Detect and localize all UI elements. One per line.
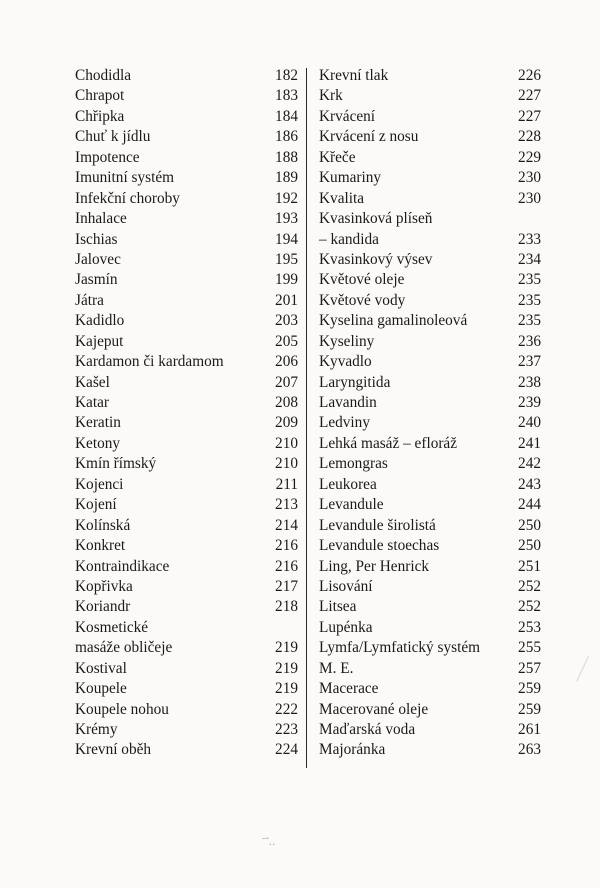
- index-page-number: 209: [275, 414, 298, 432]
- index-term: Kardamon či kardamom: [75, 353, 224, 371]
- index-page-number: 205: [275, 332, 298, 350]
- index-page-number: 241: [518, 434, 541, 452]
- index-page-number: 194: [275, 230, 298, 248]
- index-term: Kyseliny: [319, 332, 375, 350]
- index-entry: [319, 454, 541, 474]
- index-term: Kvalita: [319, 189, 365, 207]
- index-page-number: 226: [518, 67, 541, 84]
- index-page-number: 252: [518, 598, 541, 616]
- index-page-number: 235: [518, 271, 541, 289]
- index-term: Leukorea: [319, 475, 377, 493]
- index-term: Krvácení: [319, 107, 376, 125]
- index-page-number: 213: [275, 496, 298, 514]
- index-entry: [75, 577, 298, 597]
- index-page-number: 252: [518, 577, 541, 595]
- index-page-number: 195: [275, 250, 298, 268]
- index-page-number: 201: [275, 291, 298, 309]
- index-entry: [75, 495, 298, 515]
- index-entry: [319, 495, 541, 515]
- index-term: Kajeput: [75, 332, 124, 350]
- index-entry: [319, 700, 541, 720]
- index-term: Kyselina gamalinoleová: [319, 312, 468, 330]
- index-term: Litsea: [319, 598, 357, 616]
- index-term: Maďarská voda: [319, 721, 416, 738]
- index-term: Krevní tlak: [319, 67, 389, 84]
- index-entry: [319, 434, 541, 454]
- index-entry: [75, 679, 298, 699]
- index-entry: [75, 638, 298, 658]
- index-entry: [319, 270, 541, 290]
- index-entry: [75, 659, 298, 679]
- index-term: Levandule stoechas: [319, 537, 440, 555]
- index-page-number: 192: [275, 189, 298, 207]
- index-entry: [319, 107, 541, 127]
- index-entry: [75, 454, 298, 474]
- index-term: Chuť k jídlu: [75, 128, 151, 146]
- index-entry: [75, 66, 298, 86]
- index-page-number: 208: [275, 394, 298, 411]
- index-term: Koriandr: [75, 598, 131, 616]
- index-term: Kadidlo: [75, 312, 125, 330]
- index-term: Levandule širolistá: [319, 516, 436, 534]
- index-page-number: 182: [275, 67, 298, 84]
- index-page-number: 227: [518, 107, 541, 125]
- index-term: Játra: [75, 291, 104, 309]
- index-entry: [319, 659, 541, 679]
- index-page-number: 251: [518, 557, 541, 575]
- index-page-number: 216: [275, 557, 298, 575]
- index-entry: [319, 516, 541, 536]
- index-page-number: 259: [518, 680, 541, 698]
- index-page-number: 229: [518, 148, 541, 166]
- index-term: Kvasinková plíseň: [319, 210, 433, 228]
- index-term: Imunitní systém: [75, 169, 175, 187]
- index-entry: [75, 373, 298, 393]
- index-page-number: 183: [275, 87, 298, 105]
- index-page-number: 186: [275, 128, 298, 146]
- index-entry: [319, 352, 541, 372]
- index-term: Kolínská: [75, 516, 131, 534]
- index-page-number: 239: [518, 394, 541, 411]
- index-entry: [319, 618, 541, 638]
- index-page-number: 227: [518, 87, 541, 105]
- index-page-number: 210: [275, 455, 298, 473]
- index-entry: [319, 475, 541, 495]
- index-entry: [319, 638, 541, 658]
- index-entry: [319, 291, 541, 311]
- index-term: M. E.: [319, 659, 354, 677]
- index-page-number: 257: [518, 659, 541, 677]
- index-term: Kmín římský: [75, 455, 157, 473]
- index-term: Koupele: [75, 680, 127, 698]
- index-entry: [75, 86, 298, 106]
- index-term: Kyvadlo: [319, 353, 372, 371]
- index-entry: [75, 516, 298, 536]
- index-entry: [319, 393, 541, 413]
- index-term: Květové vody: [319, 291, 406, 309]
- index-entry: [319, 373, 541, 393]
- index-term: Lavandin: [319, 394, 377, 411]
- index-entry: [75, 332, 298, 352]
- index-term: Jasmín: [75, 271, 118, 289]
- index-entry: [319, 597, 541, 617]
- index-entry: [75, 557, 298, 577]
- index-page-number: 203: [275, 312, 298, 330]
- index-term: Macerace: [319, 680, 379, 698]
- index-term: Lupénka: [319, 618, 373, 636]
- index-page-number: 243: [518, 475, 541, 493]
- index-entry: [75, 700, 298, 720]
- index-term: Koupele nohou: [75, 700, 169, 718]
- index-page-number: 230: [518, 169, 541, 187]
- index-page-number: 250: [518, 516, 541, 534]
- index-term: Chodidla: [75, 67, 132, 84]
- ink-smudge: ˜ˇ‥: [262, 837, 276, 848]
- index-term: Kvasinkový výsev: [319, 250, 433, 268]
- index-term: Lymfa/Lymfatický systém: [319, 639, 481, 657]
- index-term: Květové oleje: [319, 271, 405, 289]
- index-page-number: 184: [275, 107, 298, 125]
- index-term: Jalovec: [75, 250, 121, 268]
- index-page-number: 207: [275, 373, 298, 391]
- index-term: Kumariny: [319, 169, 382, 187]
- index-page-number: 188: [275, 148, 298, 166]
- index-entry: [75, 720, 298, 740]
- index-entry: [75, 291, 298, 311]
- index-entry: [75, 250, 298, 270]
- index-entry: [319, 720, 541, 740]
- index-term: Lehká masáž – efloráž: [319, 434, 458, 452]
- index-page-number: 236: [518, 332, 541, 350]
- index-page-number: 255: [518, 639, 541, 657]
- index-term: Krvácení z nosu: [319, 128, 419, 146]
- index-entry: [319, 230, 541, 250]
- index-term: Krémy: [75, 721, 118, 738]
- index-page-number: 219: [275, 639, 298, 657]
- index-page-number: 240: [518, 414, 541, 432]
- index-entry: [319, 332, 541, 352]
- index-term: Chrapot: [75, 87, 125, 105]
- index-term: Kašel: [75, 373, 110, 391]
- index-entry: [75, 311, 298, 331]
- index-entry: [75, 189, 298, 209]
- index-page-number: 250: [518, 537, 541, 555]
- index-page-number: 235: [518, 291, 541, 309]
- index-entry: [319, 86, 541, 106]
- index-term: Kopřivka: [75, 577, 133, 595]
- index-entry: [75, 230, 298, 250]
- index-page-number: 230: [518, 189, 541, 207]
- index-term: Inhalace: [75, 210, 127, 228]
- index-page-number: 219: [275, 659, 298, 677]
- index-page-number: 193: [275, 210, 298, 228]
- index-entry: [75, 475, 298, 495]
- index-entry: [319, 148, 541, 168]
- index-page-number: 218: [275, 598, 298, 616]
- index-entry: [75, 148, 298, 168]
- index-entry: [75, 413, 298, 433]
- index-term: Ledviny: [319, 414, 370, 432]
- index-entry: [75, 127, 298, 147]
- index-page-number: 233: [518, 230, 541, 248]
- index-page-number: 217: [275, 577, 298, 595]
- index-entry: [319, 127, 541, 147]
- index-entry: [75, 393, 298, 413]
- index-entry: [75, 597, 298, 617]
- index-page-number: 238: [518, 373, 541, 391]
- paper-mark: [576, 656, 589, 682]
- index-term: Katar: [75, 394, 109, 411]
- index-term: Krk: [319, 87, 343, 105]
- index-column-right: [319, 66, 541, 761]
- index-term: – kandida: [319, 230, 379, 248]
- index-entry: [75, 434, 298, 454]
- index-entry: [319, 250, 541, 270]
- index-term: Impotence: [75, 148, 140, 166]
- index-entry: [75, 536, 298, 556]
- index-term: Konkret: [75, 537, 126, 555]
- index-term: Macerované oleje: [319, 700, 429, 718]
- index-page-number: 237: [518, 353, 541, 371]
- index-page-number: 224: [275, 741, 298, 759]
- index-entry: [319, 740, 541, 760]
- index-entry: [319, 679, 541, 699]
- index-page-number: 263: [518, 741, 541, 759]
- index-term: Ketony: [75, 434, 121, 452]
- index-term: Kontraindikace: [75, 557, 170, 575]
- index-entry: [75, 107, 298, 127]
- index-page-number: 219: [275, 680, 298, 698]
- index-term: Kojenci: [75, 475, 124, 493]
- index-entry: [319, 189, 541, 209]
- index-entry: [75, 352, 298, 372]
- index-entry: [75, 618, 298, 638]
- index-entry: [319, 557, 541, 577]
- index-term: Krevní oběh: [75, 741, 152, 759]
- index-page-number: 211: [275, 475, 298, 493]
- index-entry: [75, 740, 298, 760]
- column-divider: [306, 68, 307, 768]
- index-page-number: 199: [275, 271, 298, 289]
- index-term: Infekční choroby: [75, 189, 180, 207]
- index-term: Kostival: [75, 659, 127, 677]
- index-page-number: 189: [275, 169, 298, 187]
- index-term: Lisování: [319, 577, 373, 595]
- index-term: Křeče: [319, 148, 356, 166]
- index-entry: [319, 311, 541, 331]
- index-entry: [75, 209, 298, 229]
- index-entry: [319, 168, 541, 188]
- index-column-left: [75, 66, 298, 761]
- index-page-number: 235: [518, 312, 541, 330]
- index-page-number: 261: [518, 721, 541, 738]
- index-page-number: 242: [518, 455, 541, 473]
- index-entry: [319, 66, 541, 86]
- index-term: Lemongras: [319, 455, 388, 473]
- index-page-number: 234: [518, 250, 541, 268]
- index-term: Kosmetické: [75, 618, 149, 636]
- index-term: Chřipka: [75, 107, 125, 125]
- index-term: Kojení: [75, 496, 117, 514]
- index-page-number: 259: [518, 700, 541, 718]
- index-page-number: 206: [275, 353, 298, 371]
- index-page-number: 253: [518, 618, 541, 636]
- index-page-number: 222: [275, 700, 298, 718]
- index-page-number: 223: [275, 721, 298, 738]
- index-page-number: 244: [518, 496, 541, 514]
- index-term: Laryngitida: [319, 373, 391, 391]
- index-entry: [75, 270, 298, 290]
- index-entry: [319, 536, 541, 556]
- index-term: Levandule: [319, 496, 384, 514]
- index-term: Keratin: [75, 414, 121, 432]
- index-term: Ling, Per Henrick: [319, 557, 430, 575]
- index-entry: [319, 209, 541, 229]
- index-term: masáže obličeje: [75, 639, 173, 657]
- index-term: Ischias: [75, 230, 118, 248]
- index-term: Majoránka: [319, 741, 386, 759]
- index-page-number: 214: [275, 516, 298, 534]
- index-page-number: 228: [518, 128, 541, 146]
- index-entry: [319, 577, 541, 597]
- index-page-number: 216: [275, 537, 298, 555]
- index-entry: [75, 168, 298, 188]
- index-page-number: 210: [275, 434, 298, 452]
- index-entry: [319, 413, 541, 433]
